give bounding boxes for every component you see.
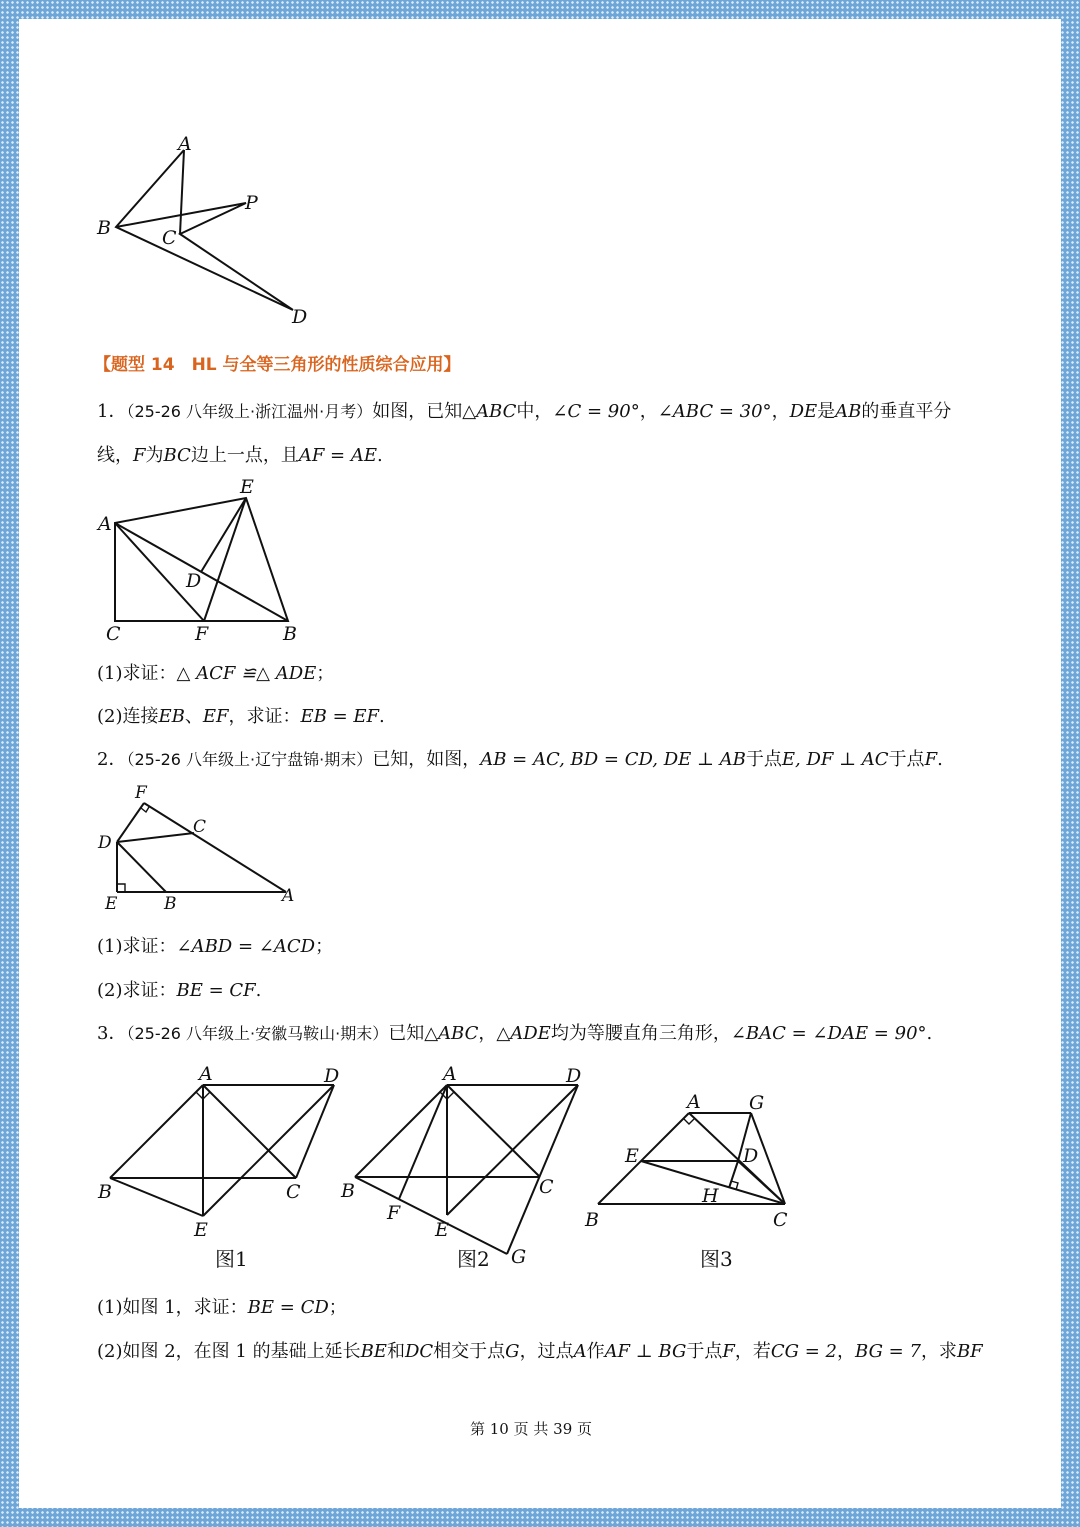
text: ； <box>315 936 334 957</box>
math: BE = CF <box>176 980 256 1001</box>
fig1-label-a: A <box>199 1063 213 1085</box>
text: 已知，如图， <box>372 749 481 770</box>
math: F <box>924 749 938 770</box>
fig3-right-angle-a <box>684 1119 694 1124</box>
q3-source: （25-26 八年级上·安徽马鞍山·期末） <box>126 1024 389 1043</box>
math: BE <box>360 1341 387 1362</box>
text: ； <box>316 663 335 684</box>
q3-line1 <box>97 1019 932 1045</box>
fig-q2-df <box>117 803 144 842</box>
fig-top-label-a: A <box>178 133 192 155</box>
fig1-caption: 图1 <box>215 1247 248 1271</box>
figure-q3-3 <box>578 1078 798 1278</box>
text: 线， <box>97 445 133 466</box>
fig2-dg <box>507 1085 578 1254</box>
fig2-label-c: C <box>539 1176 554 1198</box>
fig3-label-g: G <box>749 1092 765 1114</box>
fig1-label-d: D <box>324 1065 340 1087</box>
fig2-bg <box>355 1177 507 1254</box>
fig2-label-g: G <box>511 1246 527 1268</box>
text: (2)连接 <box>97 706 159 727</box>
text: 作 <box>586 1341 605 1362</box>
fig-top-lines <box>116 150 293 310</box>
math: ABC <box>438 1023 479 1044</box>
figure-q3-1 <box>90 1058 350 1278</box>
fig-q2-dc <box>117 833 194 842</box>
fig-q2-right-angle-e <box>117 884 125 892</box>
text: 边上一点，且 <box>190 445 299 466</box>
fig2-ac <box>447 1085 540 1177</box>
math: DE <box>789 401 818 422</box>
text: ， <box>639 401 658 422</box>
fig1-dc <box>296 1085 334 1178</box>
text: 为 <box>145 445 164 466</box>
fig-q1-label-b: B <box>283 623 297 645</box>
text: ，求 <box>920 1341 957 1362</box>
math: G <box>505 1341 520 1362</box>
q2-number: 2． <box>97 749 127 770</box>
fig-q2-label-d: D <box>98 833 112 853</box>
text: 如图，已知△ <box>372 401 477 422</box>
text: (1)求证： <box>97 663 177 684</box>
math: EB <box>158 706 185 727</box>
q2-source: （25-26 八年级上·辽宁盘锦·期末） <box>126 750 373 769</box>
q3-part2 <box>97 1337 983 1363</box>
text: 于点 <box>888 749 925 770</box>
q1-line1 <box>97 397 951 423</box>
fig1-ac <box>203 1085 296 1178</box>
q1-part1 <box>97 659 334 685</box>
math: F <box>722 1341 735 1362</box>
fig-q1-label-c: C <box>106 623 121 645</box>
q1-number: 1． <box>97 401 127 422</box>
fig-q2-right-angle-f <box>141 807 149 812</box>
fig-q2-fa <box>144 803 286 892</box>
math: ∠C = 90° <box>552 401 640 422</box>
fig-q2-label-c: C <box>193 817 207 837</box>
math: BC <box>163 445 191 466</box>
math: CG = 2 <box>770 1341 838 1362</box>
fig-q1-label-a: A <box>98 513 112 535</box>
figure-q1 <box>90 470 320 650</box>
fig-q2-label-a: A <box>282 886 295 906</box>
q2-part2 <box>97 976 261 1002</box>
fig3-label-c: C <box>773 1209 788 1231</box>
section-title: 【题型 14 HL 与全等三角形的性质综合应用】 <box>94 355 461 375</box>
figure-q2 <box>90 778 310 918</box>
fig-top-label-c: C <box>162 227 177 249</box>
fig3-ab <box>598 1113 689 1204</box>
text: ，若 <box>734 1341 771 1362</box>
fig1-label-b: B <box>98 1181 112 1203</box>
text: ，过点 <box>519 1341 574 1362</box>
q2-part1 <box>97 932 333 958</box>
text: 于点 <box>745 749 782 770</box>
fig2-label-b: B <box>341 1180 355 1202</box>
text: 相交于点 <box>433 1341 506 1362</box>
math: E, DF ⊥ AC <box>781 749 889 770</box>
math: F <box>133 445 146 466</box>
math: EB = EF <box>300 706 380 727</box>
fig-q1-ef <box>204 498 246 621</box>
fig1-ab <box>110 1085 203 1178</box>
math: AF ⊥ BG <box>604 1341 687 1362</box>
text: . <box>926 1023 933 1044</box>
math: ∠BAC = ∠DAE = 90° <box>730 1023 927 1044</box>
fig2-caption: 图2 <box>457 1247 490 1271</box>
math: ∠ABC = 30° <box>657 401 772 422</box>
math: ADE <box>510 1023 551 1044</box>
text: (1)如图 1，求证： <box>97 1297 248 1318</box>
page-footer: 第 10 页 共 39 页 <box>470 1420 593 1438</box>
fig-top-label-p: P <box>245 192 258 214</box>
text: . <box>379 706 385 727</box>
fig-q1-outline <box>115 498 288 621</box>
fig-top-label-d: D <box>292 306 308 328</box>
fig3-label-b: B <box>585 1209 599 1231</box>
text: 均为等腰直角三角形， <box>550 1023 731 1044</box>
math: EF <box>202 706 229 727</box>
q2-line1 <box>97 745 943 771</box>
q3-number: 3． <box>97 1023 127 1044</box>
fig3-label-e: E <box>625 1145 639 1167</box>
fig3-label-h: H <box>702 1185 719 1207</box>
fig-q2-label-f: F <box>135 783 147 803</box>
text: . <box>937 749 943 770</box>
fig-q2-label-e: E <box>105 894 118 914</box>
text: ，△ <box>478 1023 511 1044</box>
fig1-label-e: E <box>194 1219 208 1241</box>
fig-top-ac <box>180 150 184 234</box>
math: ∠ABD = ∠ACD <box>176 936 316 957</box>
text: 的垂直平分 <box>861 401 952 422</box>
math: AB = AC, BD = CD, DE ⊥ AB <box>480 749 746 770</box>
figure-q3-2 <box>335 1058 595 1278</box>
text: ； <box>328 1297 347 1318</box>
fig-q1-label-e: E <box>240 476 254 498</box>
fig2-label-e: E <box>435 1219 449 1241</box>
math: BF <box>956 1341 983 1362</box>
fig2-label-d: D <box>566 1065 582 1087</box>
q3-part1 <box>97 1293 347 1319</box>
fig2-ab <box>355 1085 447 1177</box>
text: (1)求证： <box>97 936 177 957</box>
fig1-label-c: C <box>286 1181 301 1203</box>
fig2-label-a: A <box>443 1063 457 1085</box>
math: DC <box>404 1341 434 1362</box>
math: AF = AE <box>298 445 377 466</box>
math: BG = 7 <box>855 1341 921 1362</box>
fig-q1-label-f: F <box>195 623 209 645</box>
text: 和 <box>386 1341 405 1362</box>
q1-part2 <box>97 702 385 728</box>
text: 已知△ <box>388 1023 439 1044</box>
text: ， <box>837 1341 856 1362</box>
math: BE = CD <box>247 1297 329 1318</box>
text: (2)如图 2，在图 1 的基础上延长 <box>97 1341 361 1362</box>
fig-q2-label-b: B <box>164 894 177 914</box>
fig-q1-label-d: D <box>186 570 202 592</box>
math: ABC <box>476 401 517 422</box>
text: 中， <box>516 401 553 422</box>
text: 是 <box>817 401 836 422</box>
fig3-dh <box>729 1161 738 1188</box>
math: AB <box>835 401 862 422</box>
text: 、 <box>184 706 203 727</box>
math: △ ACF ≌△ ADE <box>176 663 317 684</box>
q1-line2 <box>97 441 383 467</box>
fig3-caption: 图3 <box>700 1247 733 1271</box>
q1-source: （25-26 八年级上·浙江温州·月考） <box>126 402 373 421</box>
fig2-af <box>399 1085 447 1199</box>
text: ， <box>771 401 790 422</box>
math: A <box>573 1341 587 1362</box>
fig1-be <box>110 1178 203 1216</box>
text: (2)求证： <box>97 980 177 1001</box>
fig2-label-f: F <box>387 1202 401 1224</box>
fig3-label-d: D <box>743 1145 759 1167</box>
text: ，求证： <box>228 706 301 727</box>
text: 于点 <box>686 1341 723 1362</box>
text: . <box>377 445 383 466</box>
fig3-label-a: A <box>687 1091 701 1113</box>
text: . <box>255 980 262 1001</box>
fig-top-label-b: B <box>97 217 111 239</box>
figure-top <box>90 130 330 330</box>
